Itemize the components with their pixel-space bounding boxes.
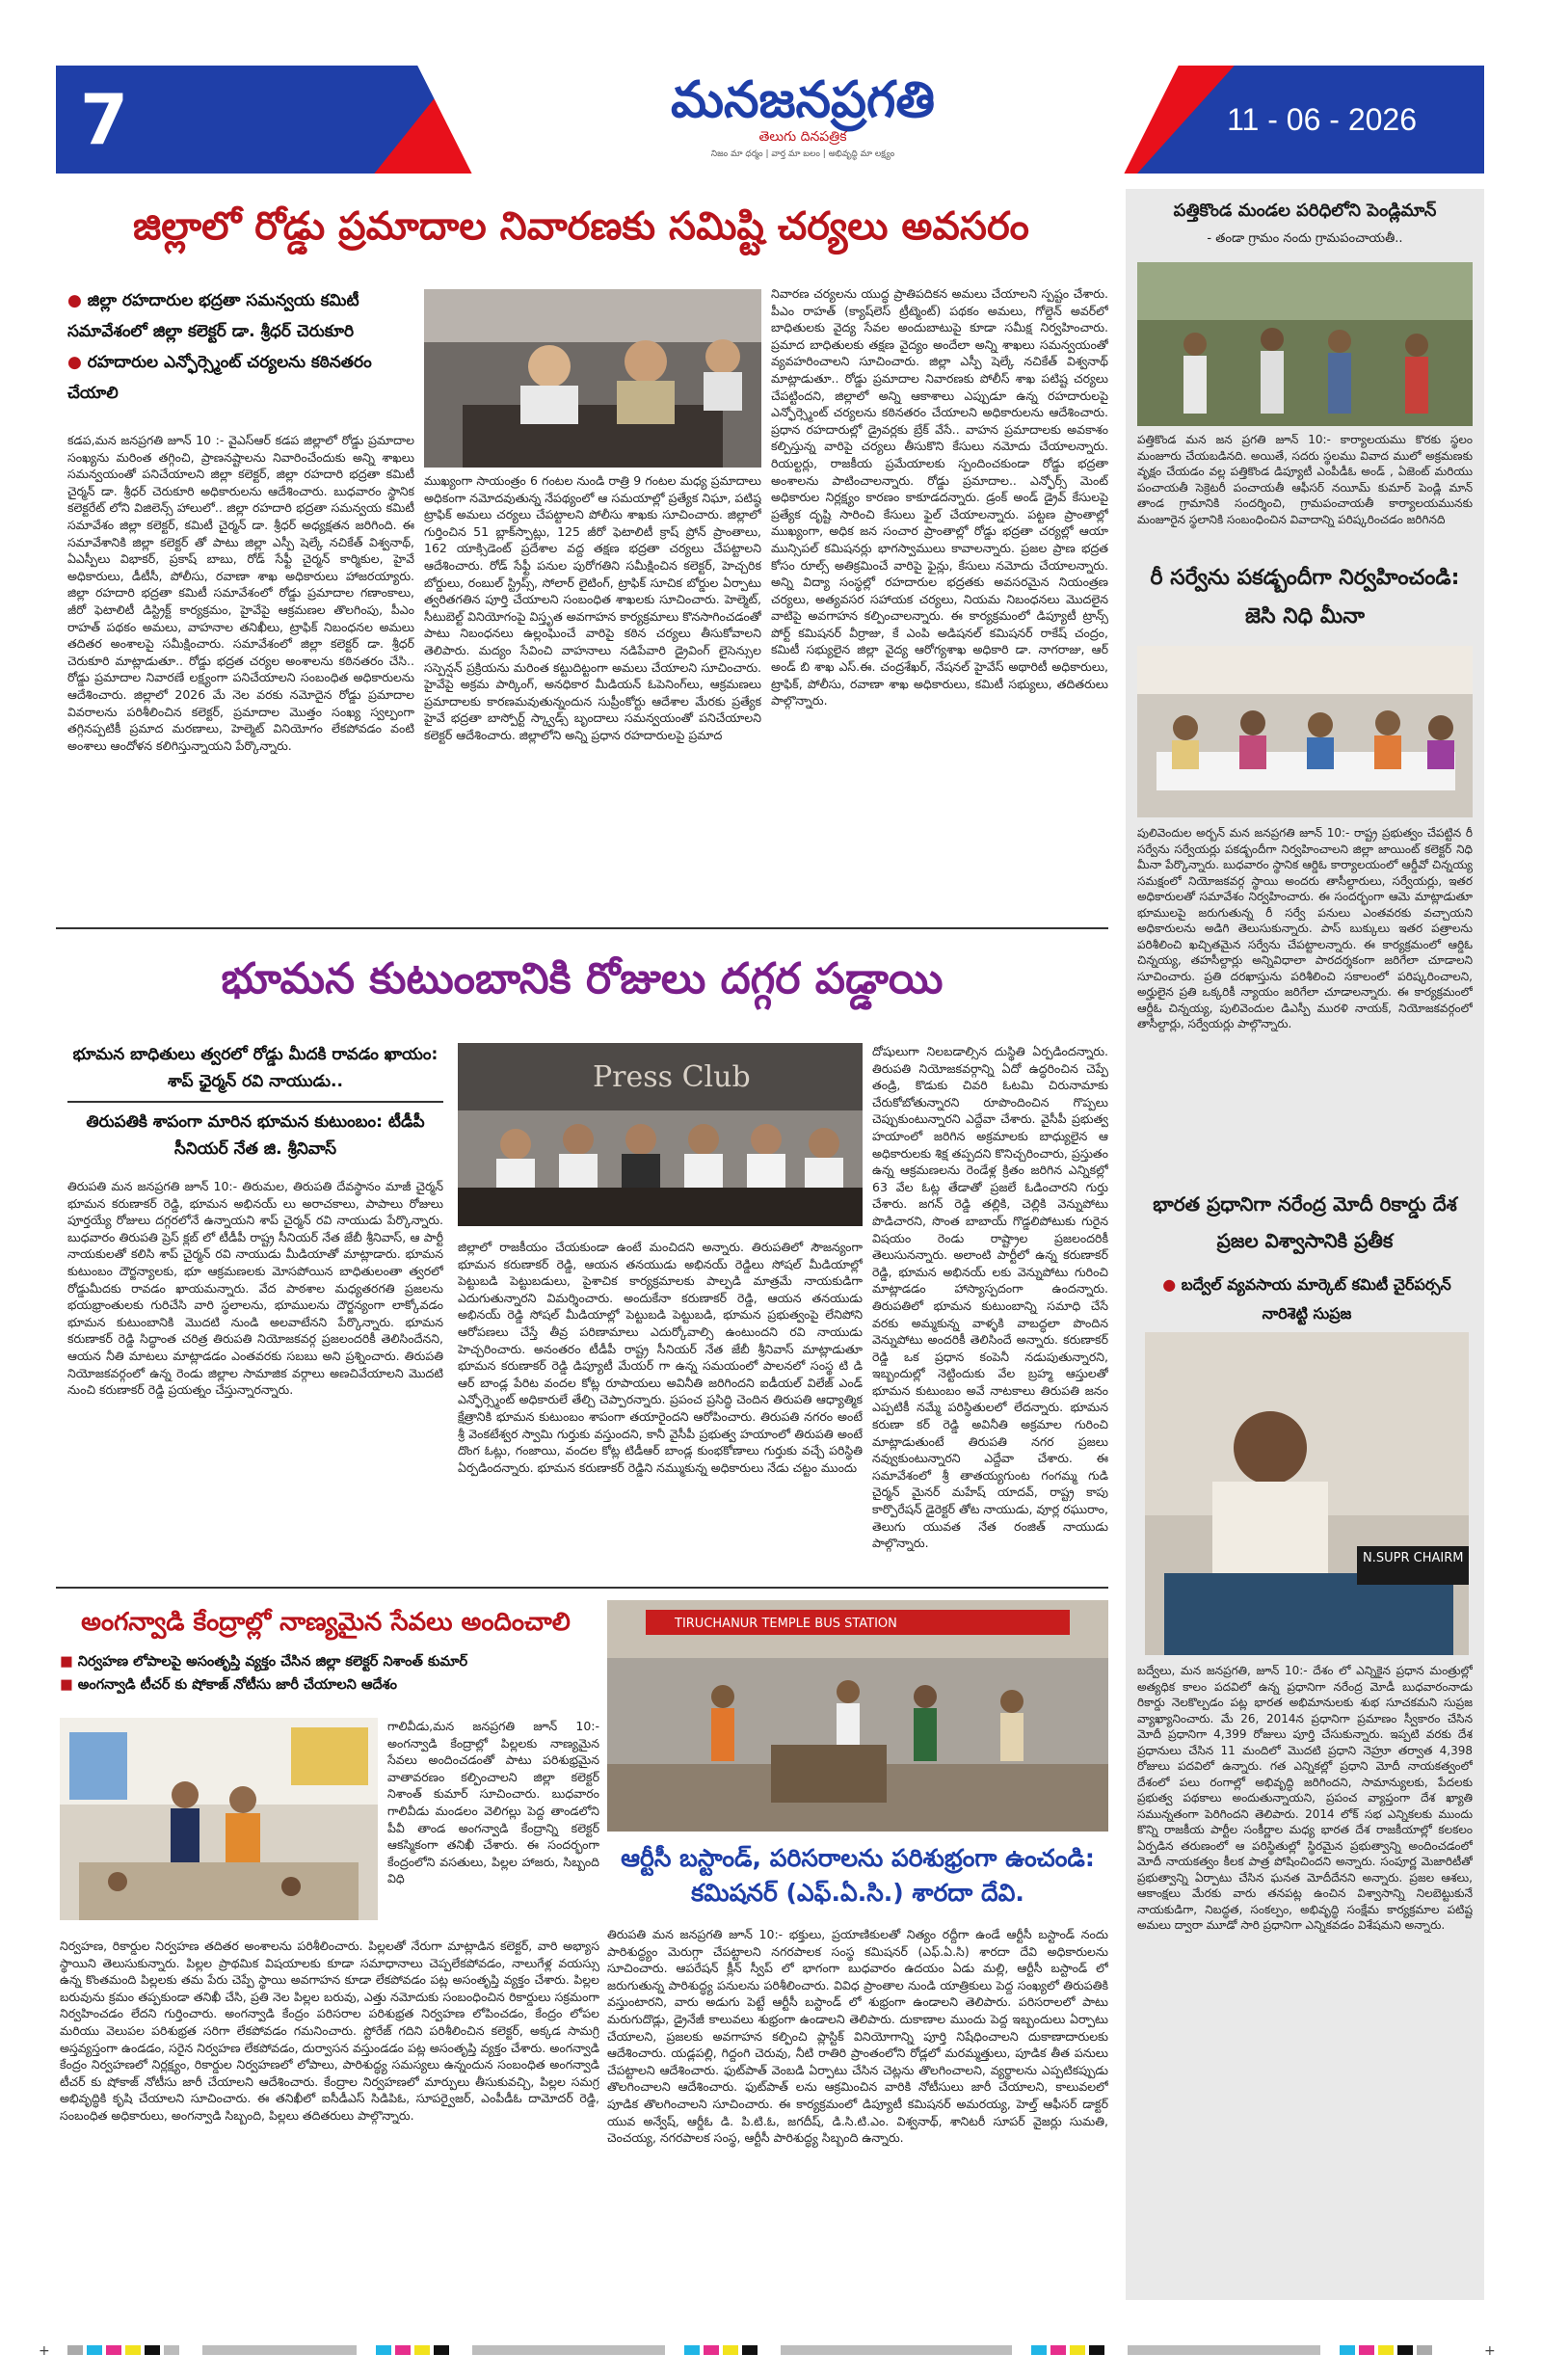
- story1-body-col3: నివారణ చర్యలను యుద్ధ ప్రాతిపదికన అమలు చేయాలని స్పష్టం చేశారు. పీఎం రాహత్ (క్యాష్‌లెస్ ట్రీట్మెంట్) పథకం అమలు, గోల్డెన్ అవర్‌లో బాధితులకు వైద్య సేవల అందుబాటుపై కూడా సమీక్ష నిర్వహించారు. ప్రమాద బాధితులకు తక్షణ వైద్యం అందేలా అన్ని శాఖలు సమన్వయంతో వ్యవహరించాలని సూచించారు. జిల్లా ఎస్పీ షెల్కే నచికేత్ విశ్వనాథ్ మాట్లాడుతూ.. రోడ్డు ప్రమాదాల నివారణకు పోలీస్ శాఖ పటిష్ట చర్యలు చేపట్టిందని, జిల్లాలో అన్ని ఆకాశాలు ఎప్పుడూ ఉన్న రహదారులపై ఎన్ఫోర్స్మెంట్ చర్యలను కఠినతరం చేయాలని అధికారులను ఆదేశించారు. ప్రధాన రహదారుల్లో డ్రైవర్లకు బ్రేక్ వేసే.. వాహన ప్రమాదాలకు అవకాశం కల్పిస్తున్న వారిపై చర్యలు తీసుకొని కేసులు నమోదు చేయాలన్నారు. రియల్టర్లు, రాజకీయ ప్రమేయాలకు స్పందించకుండా రోడ్డు భద్రతా అంశాలను పాటించాలన్నారు. రోడ్డు ప్రమాదాల.. ఎన్ఫోర్స్ మెంట్ అధికారుల నిర్లక్ష్యం కారణం కాకూడదన్నారు. డ్రంక్ అండ్ డ్రైవ్ కేసులపై ప్రత్యేక దృష్టి సారించి కేసులు ఫైల్ చేయాలన్నారు. పట్టణ ప్రాంతాల్లో ముఖ్యంగా, అధిక జన సంచార ప్రాంతాల్లో రోడ్డు భద్రతా చర్యల్లో ఆయా మున్సిపల్ కమిషనర్లు భాగస్వాములు కావాలన్నారు. ప్రజల ప్రాణ భద్రత కోసం రూల్స్ అతిక్రమించే వారిపై ఫైన్లు, కేసులు నమోదు చేయాలన్నారు. అన్ని విద్యా సంస్థల్లో రహదారుల భద్రతకు అవసరమైన నియంత్రణ చర్యలు, అత్యవసర సహాయక చర్యలు, నియమ నిబంధనలు మొదలైన వాటిపై అవగాహన కల్పించాలన్నారు. ఈ కార్యక్రమంలో డిప్యూటీ ట్రాన్స్ పోర్ట్ కమిషనర్ వీర్రాజు, కే ఎంపి అడిషనల్ కమిషనర్ రాకేష్ చంద్రం, కమిటీ సభ్యులైన జిల్లా వైద్య ఆరోగ్యశాఖ అధికారి డా. నాగరాజు, ఆర్ అండ్ బి శాఖ ఎస్.ఈ. చంద్రశేఖర్, నేషనల్ హైవేస్ అథారిటీ అధికారులు, ట్రాఫిక్, పోలీసు, రవాణా శాఖ అధికారులు, కమిటీ సభ్యులు, తదితరులు పాల్గొన్నారు.: [771, 286, 1108, 709]
- press-club-sign-text: Press Club: [593, 1060, 751, 1094]
- story2-kicker-2: తిరుపతికి శాపంగా మారిన భూమన కుటుంబం: టీడీపీ సీనియర్ నేత జి. శ్రీనివాస్: [86, 1112, 425, 1159]
- story2-kickers: [67, 1041, 443, 1163]
- logo-title: మనజనప్రగతి: [671, 71, 935, 129]
- story3-bullets: [60, 1650, 599, 1697]
- story2-body-col3: దోషులుగా నిలబడాల్సిన దుస్థితి ఏర్పడిందన్నారు. తిరుపతి నియోజకవర్గాన్ని ఏదో ఉద్ధరించిన చెప్పే తండ్రి, కొడుకు చివరి ఓటమి చిరునామాకు చేరుకోబోతున్నారని రూపొందించిన గొప్పలు చెప్పుకుంటున్నారని ఎద్దేవా చేశారు. వైసీపీ ప్రభుత్వ హయాంలో జరిగిన అక్రమాలకు బాధ్యులైన ఆ అధికారులకు శిక్ష తప్పదని కొనిచ్చరించారు, ప్రస్తుతం ఉన్న ఆక్రమణలను రెండేళ్ల క్రితం జరిగిన ఎన్నికల్లో 63 వేల ఓట్ల తేడాతో ప్రజలే ఓడించారని గుర్తు చేశారు. జగన్ రెడ్డి తల్లికి, చెల్లికి వెన్నుపోటు పొడిచారని, సొంత బాబాయ్ గొడ్డలిపోటుకు గురైన విషయం రెండు రాష్ట్రాల ప్రజలందరికీ తెలుసునన్నారు. అలాంటి పార్టీలో ఉన్న కరుణాకర్ రెడ్డి, భూమన అభినయ్ లకు వెన్నుపోటు గురించి మాట్లాడడం హాస్యాస్పదంగా ఉందన్నారు. తిరుపతిలో భూమన కుటుంబాన్ని సమాధి చేసే వరకు అమ్మకున్న వాళ్ళకి వాబద్ధలా పొందిన వెన్నుపోటు అందరికీ తెలిసిందే అన్నారు. కరుణాకర్ రెడ్డి ఒక ప్రధాన కంపెనీ నడుపుతున్నారని, ఇబ్బందుల్లో నెట్టిందుకు వేల బ్రహ్మ ఆస్తులతో భూమన కుటుంబం అవే నాటకాలు తిరుపతి జనం ఎప్పటికీ నమ్మే పరిస్థితులలో లేదన్నారు. భూమన కరుణా కర్ రెడ్డి అవినీతి అక్రమాల గురించి మాట్లాడుతుంటే తిరుపతి నగర ప్రజలు నవ్వుకుంటున్నారని ఎద్దేవా చేశారు. ఈ సమావేశంలో శ్రీ తాతయ్యగుంట గంగమ్మ గుడి చైర్మన్ మైనర్ మహేష్ యాదవ్, రాష్ట్ర కాపు కార్పొరేషన్ డైరెక్టర్ తోట నాయుడు, వూర్ల రఘురాం, తెలుగు యువత నేత రంజిత్ నాయుడు పాల్గొన్నారు.: [872, 1044, 1108, 1551]
- story2-photo: [458, 1043, 863, 1226]
- sidebar-story2-photo: [1137, 646, 1473, 817]
- story1-body-col1: కడప,మన జనప్రగతి జూన్ 10 :- వైఎస్ఆర్ కడప జిల్లాలో రోడ్డు ప్రమాదాల సంఖ్యను మరింత తగ్గించి, ప్రాణనష్టాలను నివారించేందుకు అన్ని శాఖలు సమన్వయంతో పనిచేయాలని జిల్లా కలెక్టర్, జిల్లా రహదారి భద్రతా కమిటీ చైర్మన్ డా. శ్రీధర్ చెరుకూరి అధికారులను ఆదేశించారు. బుధవారం స్థానిక కలెక్టరేట్ లోని విజిలెన్స్ హాలులో.. జిల్లా రహదారి భద్రతా సమన్వయ కమిటీ సమావేశం జిల్లా కలెక్టర్, కమిటీ చైర్మన్ డా. శ్రీధర్ అధ్యక్షతన జరిగింది. ఈ సమావేశానికి జిల్లా కలెక్టర్ తో పాటు జిల్లా ఎస్పీ షెల్కే నచికేత్ విశ్వనాథ్, ఏఎస్పీలు విభాకర్, ప్రకాష్ బాబు, రోడ్ సేఫ్టీ చైర్మన్ కార్మికుల, హైవే అధికారులు, డీటీసీ, పోలీసు, రవాణా శాఖ అధికారులు హాజరయ్యారు. జిల్లా రహదారి భద్రతా కమిటీ సమావేశంలో రోడ్డు ప్రమాదాల గణాంకాలు, జీరో ఫెటాలిటీ డిస్ట్రిక్ట్ కార్యక్రమం, హైవేపై ఆక్రమణల తొలగింపు, పీఎం రాహత్ పథకం అమలు, వాహనాల తనిఖీలు, ట్రాఫిక్ నిబంధనల అమలు తదితర అంశాలపై సమీక్షించారు. సమావేశంలో జిల్లా కలెక్టర్ డా. శ్రీధర్ చెరుకూరి మాట్లాడుతూ.. రోడ్డు భద్రత చర్యల అంశాలను కఠినతరం చేసి.. రోడ్డు ప్రమాదాల నివారణే లక్ష్యంగా పనిచేయాలని సంబంధిత అధికారులను ఆదేశించారు. జిల్లాలో 2026 మే నెల వరకు నమోదైన రోడ్డు ప్రమాదాల వివరాలను పరిశీలించిన కలెక్టర్, ప్రమాదాల మొత్తం సంఖ్య స్వల్పంగా తగ్గినప్పటికీ ప్రమాద మరణాలు, హెల్మెట్ వినియోగం లేకపోవడం వంటి అంశాలు ఆందోళన కలిగిస్తున్నాయని పేర్కొన్నారు.: [67, 433, 414, 753]
- sidebar-story3-bullet-text: బద్వేల్ వ్యవసాయ మార్కెట్ కమిటీ చైర్‌పర్సన్ నారిశెట్టి సుప్రజ: [1181, 1275, 1451, 1323]
- story1-headline: జిల్లాలో రోడ్డు ప్రమాదాల నివారణకు సమిష్టి చర్యలు అవసరం: [133, 204, 1029, 249]
- sidebar-story3-photo: [1145, 1332, 1469, 1655]
- story3-bullet-1: ■ నిర్వహణ లోపాలపై అసంతృప్తి వ్యక్తం చేసిన జిల్లా కలెక్టర్ నిశాంత్ కుమార్: [60, 1654, 468, 1670]
- svg-text:+: +: [39, 2343, 50, 2357]
- page-number: 7: [56, 66, 152, 174]
- color-calibration-strip-icon: [39, 2343, 1503, 2357]
- story1-bullet-2-text: రహదారుల ఎన్ఫోర్స్మెంట్ చర్యలను కఠినతరం చేయాలి: [67, 353, 372, 403]
- sidebar-story2-body: పులివెందుల అర్బన్ మన జనప్రగతి జూన్ 10:- రాష్ట్ర ప్రభుత్వం చేపట్టిన రీ సర్వేను సర్వేయర్లు పకడ్బందీగా నిర్వహించాలని జిల్లా జాయింట్ కలెక్టర్ నిధి మీనా పేర్కొన్నారు. బుధవారం స్థానిక ఆర్డిఓ కార్యాలయంలో ఆర్డీవో చిన్నయ్య సమక్షంలో నియోజకవర్గ స్థాయి అందరు తాసీల్దారులు, సర్వేయర్లు, ఇతర అధికారులతో సమావేశం నిర్వహించారు. ఈ సందర్భంగా ఆమె మాట్లాడుతూ భూములపై జరుగుతున్న రీ సర్వే పనులు ఎంతవరకు వచ్చాయని అధికారులను అడిగి తెలుసుకున్నారు. పాస్ బుక్కులు ఇతర పత్రాలను పరిశీలించి ఖచ్చితమైన సర్వేను చేపట్టాలన్నారు. ఈ కార్యక్రమంలో ఆర్డిఓ చిన్నయ్య, తహసీల్దార్లు అన్నివిధాలా పారదర్శకంగా జరిగేలా చూడాలని సూచించారు. ప్రతి దరఖాస్తును పరిశీలించి సకాలంలో పరిష్కరించాలని, అర్హులైన ప్రతి ఒక్కరికీ న్యాయం జరిగేలా చూడాలన్నారు. ఈ కార్యక్రమంలో ఆర్డీఓ చిన్నయ్య, పులివెందుల డిఎస్పీ మురళి నాయక్, నియోజకవర్గంలో తాసీల్దార్లు, సర్వేయర్లు పాల్గొన్నారు.: [1137, 826, 1473, 1030]
- sidebar-story1-subhead: - తండా గ్రామం నందు గ్రామపంచాయతీ..: [1207, 231, 1403, 246]
- story2-kicker-1: భూమన బాధితులు త్వరలో రోడ్డు మీదకి రావడం ఖాయం: శాప్ ఛైర్మన్ రవి నాయుడు..: [72, 1045, 439, 1091]
- story1-photo: [424, 289, 761, 468]
- print-registration-bar: [39, 2342, 1503, 2356]
- bus-stand-cleaning-photo-icon: [607, 1600, 1108, 1832]
- logo-tagline: నిజం మా ధర్మం | వార్త మా బలం | అభివృద్ధి మా లక్ష్యం: [710, 149, 895, 159]
- issue-date: 11 - 06 - 2026: [1227, 102, 1417, 137]
- sidebar-story3-bullet: ● బద్వేల్ వ్యవసాయ మార్కెట్ కమిటీ చైర్‌పర్సన్ నారిశెట్టి సుప్రజ: [1162, 1275, 1451, 1323]
- survey-meeting-photo-icon: [1137, 646, 1473, 817]
- meeting-photo-icon: [424, 289, 761, 468]
- story1-bullet-2: ● రహదారుల ఎన్ఫోర్స్మెంట్ చర్యలను కఠినతరం చేయాలి: [67, 353, 372, 403]
- sidebar-story2-headline: రీ సర్వేను పకడ్బందీగా నిర్వహించండి: జెసి నిధి మీనా: [1150, 566, 1460, 628]
- story3-body-top: గాలివీడు,మన జనప్రగతి జూన్ 10:- అంగన్వాడి కేంద్రాల్లో పిల్లలకు నాణ్యమైన సేవలు అందించడంతో పాటు పరిశుభ్రమైన వాతావరణం కల్పించాలని జిల్లా కలెక్టర్ నిశాంత్ కుమార్ సూచించారు. బుధవారం గాలివీడు మండలం వెలిగల్లు పెద్ద తాండలోని పీవీ తాండ అంగన్వాడి కేంద్రాన్ని కలెక్టర్ ఆకస్మికంగా తనిఖీ చేశారు. ఈ సందర్భంగా కేంద్రంలోని వసతులు, పిల్లల హాజరు, సిబ్బంది విధి: [387, 1719, 599, 1886]
- village-inspection-photo-icon: [1137, 262, 1473, 426]
- sidebar-story3-body: బద్వేలు, మన జనప్రగతి, జూన్ 10:- దేశం లో ఎన్నికైన ప్రధాన మంత్రుల్లో అత్యధిక కాలం పదవిలో ఉన్న ప్రధానిగా నరేంద్ర మోడీ బుధవారంనాడు రికార్డు నెలకొల్పడం పట్ల భారత అభిమానులకు శుభ సూచకమని సుప్రజ వ్యాఖ్యానించారు. మే 26, 2014న ప్రధానిగా ప్రమాణం స్వీకారం చేసిన మోదీ ప్రధానిగా 4,399 రోజులు పూర్తి చేసుకున్నారు. ఇప్పటి వరకు దేశ ప్రధానులు చేసిన 11 మందిలో మొదటి ప్రధాని నెహ్రూ తర్వాత 4,398 రోజులు పదవిలో ఉన్నారు. గత ఎన్నికల్లో ప్రధాని మోదీ నాయకత్వంలో దేశంలో పలు రంగాల్లో అభివృద్ధి జరిగిందని, సామాన్యులకు, పేదలకు ప్రభుత్వ పథకాలు అందుతున్నాయని, ప్రపంచ వ్యాప్తంగా దేశ ఖ్యాతి సమున్నతంగా పెరిగిందని తెలిపారు. 2014 లోక్ సభ ఎన్నికలకు ముందు కొన్ని రాజకీయ పార్టీల సంకీర్ణాల మధ్య భారత దేశ రాజకీయాల్లో కలకలం ఏర్పడిన తరుణంలో ఆ పరిస్థితుల్లో స్థిరమైన ప్రభుత్వాన్ని అందించడంలో మోదీ నాయకత్వం కీలక పాత్ర పోషించిందని అన్నారు. సంపూర్ణ మెజారిటీతో ప్రభుత్వాన్ని ఏర్పాటు చేసిన ఘనత మోదీదేనని అన్నారు. ప్రజల ఆశలు, ఆకాంక్షలు మేరకు వారు తనపట్ల ఉంచిన విశ్వాసాన్ని నిలబెట్టుకునే నాయకుడిగా, నిబద్ధత, సంకల్పం, అభివృద్ధి సంక్షేమ కార్యక్రమాల పటిష్ట అమలు ద్వారా మూడో సారి ప్రధానిగా ఎన్నికవడం విశేషమని అన్నారు.: [1137, 1664, 1473, 1932]
- story4-headline: ఆర్టీసీ బస్టాండ్, పరిసరాలను పరిశుభ్రంగా ఉంచండి: కమిషనర్ (ఎఫ్.ఏ.సి.) శారదా దేవి.: [621, 1844, 1095, 1907]
- masthead: [56, 66, 1484, 174]
- story1-bullet-1-text: జిల్లా రహదారుల భద్రతా సమన్వయ కమిటీ సమావేశంలో జిల్లా కలెక్టర్ డా. శ్రీధర్ చెరుకూరి: [67, 291, 359, 341]
- chairperson-portrait-icon: [1145, 1332, 1469, 1655]
- divider: [56, 1587, 1108, 1589]
- story1-body-col2: ముఖ్యంగా సాయంత్రం 6 గంటల నుండి రాత్రి 9 గంటల మధ్య ప్రమాదాలు అధికంగా నమోదవుతున్న నేపథ్యంలో ఆ సమయాల్లో ప్రత్యేక నిఘా, పటిష్ఠ ట్రాఫిక్ అమలు చర్యలు చేపట్టాలని పోలీసు శాఖకు సూచించారు. జిల్లాలో గుర్తించిన 51 బ్లాక్‌స్పాట్లు, 125 జీరో ఫెటాలిటీ క్రాష్ ప్రోన్ ప్రాంతాలు, 162 యాక్సిడెంట్ ప్రదేశాల వద్ద తక్షణ భద్రతా చర్యలు చేపట్టాలని ఆదేశించారు. రోడ్ సేఫ్టీ పనుల పురోగతిని సమీక్షించిన కలెక్టర్, హెచ్చరిక బోర్డులు, రంబుల్ స్ట్రిప్స్, సోలార్ లైటింగ్, ట్రాఫిక్ సూచిక బోర్డుల ఏర్పాటు త్వరితగతిన పూర్తి చేయాలని సంబంధిత శాఖలకు సూచించారు. హెల్మెట్, సీటుబెల్ట్ వినియోగంపై విస్తృత అవగాహన కార్యక్రమాలు కొనసాగించడంతో పాటు నిబంధనలు ఉల్లంఘించే వారిపై కఠిన చర్యలు తీసుకోవాలని తెలిపారు. మద్యం సేవించి వాహనాలు నడిపేవారి డ్రైవింగ్ లైసెన్సుల సస్పెన్షన్ ప్రక్రియను మరింత కట్టుదిట్టంగా అమలు చేయాలని సూచించారు. హైవేపై అక్రమ పార్కింగ్, అనధికార మీడియన్ ఓపెనింగ్‌లు, ఆక్రమణలు ప్రమాదాలకు కారణమవుతున్నందున సుప్రీంకోర్టు ఆదేశాల మేరకు ప్రత్యేక హైవే భద్రతా బాస్పోర్ట్ స్క్వాడ్స్ బృందాలు సమన్వయంతో పనిచేయాలని కలెక్టర్ ఆదేశించారు. జిల్లాలోని అన్ని ప్రధాన రహదారులపై ప్రమాద: [424, 473, 761, 742]
- story4-photo: [607, 1600, 1108, 1832]
- story2-body-col1: తిరుపతి మన జనప్రగతి జూన్ 10:- తిరుమల, తిరుపతి దేవస్థానం మాజీ చైర్మన్ భూమన కరుణాకర్ రెడ్డి, భూమన అభినయ్ లు అరాచకాలు, పాపాలు రోజులు పూర్తయ్యే రోజులు దగ్గరలోనే ఉన్నాయని శాప్ చైర్మన్ రవి నాయుడు పేర్కొన్నారు. బుధవారం తిరుపతి ప్రెస్ క్లబ్ లో టీడీపీ రాష్ట్ర సీనియర్ నేత జేబీ శ్రీనివాస్, ఆ పార్టీ నాయకులతో కలిసి శాప్ చైర్మన్ రవి నాయుడు మీడియాతో మాట్లాడారు. భూమన కుటుంబం దౌర్జన్యాలకు, భూ ఆక్రమణలకు మోసపోయిన బాధితులంతా త్వరలో రోడ్డుమీదకు రావడం ఖాయమన్నారు. వేద పాఠశాల మధ్యతరగతి ప్రజలను భయభ్రాంతులకు గురిచేసి వారి స్థలాలను, భూములను దౌర్జన్యంగా లాక్కోవడం భూమన కుటుంబానికి మొదటి నుండి అలవాటేనని పేర్కొన్నారు. భూమన కరుణాకర్ రెడ్డి సిద్ధాంత చరిత్ర తిరుపతి నియోజకవర్గ ప్రజలందరికీ తెలిసిందేనని, ఆయన నీతి మాటలు మాట్లాడడం ఎంతవరకు సబబు అని ప్రశ్నించారు. తిరుపతి నియోజకవర్గంలో ఉన్న రెండు జిల్లాల సామాజిక వర్గాలు అణచివేయాలని మొదటి నుంచి కరుణాకర్ రెడ్డి ప్రయత్నం చేస్తున్నారన్నారు.: [67, 1179, 443, 1398]
- sidebar-story1-photo: [1137, 262, 1473, 426]
- divider: [56, 927, 1108, 929]
- story1-bullets: [67, 285, 414, 409]
- logo-subtitle: తెలుగు దినపత్రిక: [758, 129, 847, 145]
- press-meet-photo-icon: [458, 1043, 863, 1226]
- story3-bullet-2-text: అంగన్వాడి టీచర్ కు షోకాజ్ నోటీసు జారీ చేయాలని ఆదేశం: [77, 1677, 398, 1693]
- story3-body-bottom: నిర్వహణ, రికార్డుల నిర్వహణ తదితర అంశాలను పరిశీలించారు. పిల్లలతో నేరుగా మాట్లాడిన కలెక్టర్, వారి అభ్యాస స్థాయిని తెలుసుకున్నారు. పిల్లల ప్రాథమిక విషయాలకు కూడా సమాధానాలు చెప్పలేకపోవడం, నాలుగేళ్ల వయస్సు ఉన్న కొంతమంది పిల్లలకు తమ పేరు చెప్పే స్థాయి అవగాహన కూడా లేకపోవడం పట్ల అసంతృప్తి వ్యక్తం చేశారు. పిల్లల బరువును క్రమం తప్పకుండా తనిఖీ చేసి, ప్రతి నెల పిల్లల బరువు, ఎత్తు నమోదుకు సంబంధించిన రికార్డులు సక్రమంగా నిర్వహించడం లేదని గుర్తించారు. అంగన్వాడి కేంద్రం పరిసరాల పరిశుభ్రత నిర్వహణ లోపించడం, కేంద్రం లోపల మరియు వెలుపల పరిశుభ్రత సరిగా లేకపోవడం గమనించారు. స్టోరేజ్ గదిని పరిశీలించిన కలెక్టర్, అక్కడ సామగ్రి అస్తవ్యస్తంగా ఉండడం, సరైన నిర్వహణ లేకపోవడం, దుర్వాసన వస్తుండడం పట్ల అసంతృప్తి వ్యక్తం చేశారు. అంగన్వాడి కేంద్రం నిర్వహణలో నిర్లక్ష్యం, రికార్డుల నిర్వహణలో లోపాలు, పారిశుద్ధ్య సమస్యలు ఉన్నందున సంబంధిత అంగన్వాడి టీచర్ కు షోకాజ్ నోటీసు జారీ చేయాలని ఆదేశించారు. కేంద్రాల నిర్వహణలో మార్పులు తీసుకువచ్చి, పిల్లల సమగ్ర అభివృద్ధికి కృషి చేయాలని సూచించారు. ఈ తనిఖీలో ఐసీడీఎస్ సిడిపిఓ, సూపర్వైజర్, ఎంపీడీఓ దామోదర్ రెడ్డి, సంబంధిత అధికారులు, అంగన్వాడి సిబ్బంది, పిల్లలు తదితరులు పాల్గొన్నారు.: [60, 1939, 599, 2123]
- story2-body-col2: జిల్లాలో రాజకీయం చేయకుండా ఉంటే మంచిదని అన్నారు. తిరుపతిలో సౌజన్యంగా భూమన కరుణాకర్ రెడ్డి, ఆయన తనయుడు అభినయ్ రెడ్డిలు సోషల్ మీడియాల్లో పెట్టుబడి పెట్టుబడులు, పైశాచిక కార్యక్రమాలకు పాల్పడి మాత్రమే నాయకుడిగా ఎదుగుతున్నారని విమర్శించారు. అందుకేనా కరుణాకర్ రెడ్డి, ఆయన తనయుడు అభినయ్ రెడ్డి సోషల్ మీడియాల్లో పెట్టుబడి పెట్టుబడి, భూమన ప్రభుత్వంపై లేనిపోని ఆరోపణలు చేస్తే తీవ్ర పరిణామాలు ఎదుర్కోవాల్సి ఉంటుందని రవి నాయుడు హెచ్చరించారు. అనంతరం టీడీపీ రాష్ట్ర సీనియర్ నేత జేబీ శ్రీనివాస్ మాట్లాడుతూ భూమన కరుణాకర్ రెడ్డి డిప్యూటీ మేయర్ గా ఉన్న సమయంలో పాలనలో సంస్థ టి డి ఆర్ బాండ్ల పేరిట వందల కోట్ల రూపాయలు అవినీతి జరిగిందని ఐడీయల్ విలేజ్ ఎండ్ ఎన్ఫోర్స్మెంట్ అధికారులే తేల్చి చెప్పారన్నారు. ప్రపంచ ప్రసిద్ధి చెందిన తిరుపతి ఆధ్యాత్మిక క్షేత్రానికి భూమన కుటుంబం శాపంగా తయారైందని ఆరోపించారు. తిరుపతి నగరం అంటే శ్రీ వెంకటేశ్వర స్వామి గుర్తుకు వస్తుందని, కానీ వైసీపీ ప్రభుత్వ హయాంలో తిరుపతి అంటే దొంగ ఓట్లు, గంజాయి, వందల కోట్ల టిడీఆర్ బాండ్ల కుంభకోణాలు గుర్తుకు వచ్చే పరిస్థితి ఏర్పడిందన్నారు. భూమన కరుణాకర్ రెడ్డిని నమ్ముకున్న అధికారులు నేడు చట్టం ముందు: [458, 1240, 863, 1475]
- story3-bullet-1-text: నిర్వహణ లోపాలపై అసంతృప్తి వ్యక్తం చేసిన జిల్లా కలెక్టర్ నిశాంత్ కుమార్: [77, 1654, 468, 1670]
- story3-photo: [60, 1718, 378, 1920]
- sidebar-story3-headline: భారత ప్రధానిగా నరేంద్ర మోదీ రికార్డు దేశ ప్రజల విశ్వాసానికి ప్రతీక: [1153, 1192, 1457, 1252]
- sidebar-story1-body: పత్తికొండ మన జన ప్రగతి జూన్ 10:- కార్యాలయము కొరకు స్థలం మంజూరు చేయబడినది. అయితే, సదరు స్థలము వివాద ములో అక్రమణకు వృక్షం చేయడం వల్ల పత్తికొండ డిప్యూటీ ఎంపీడీఓ అండ్ , ఏజెంట్ మరియు పంచాయతీ సెక్రెటరీ పంచాయతీ ఆఫీసర్ నయీమ్ కుమార్ పెండ్లి మాన్ తాండ గ్రామానికి సందర్శించి, గ్రామపంచాయతీ కార్యాలయమునకు మంజూరైన స్థలానికి సంబంధించిన వివాదాన్ని పరిష్కరించడం జరిగినది: [1137, 433, 1473, 526]
- story1-bullet-1: ● జిల్లా రహదారుల భద్రతా సమన్వయ కమిటీ సమావేశంలో జిల్లా కలెక్టర్ డా. శ్రీధర్ చెరుకూరి: [67, 291, 359, 341]
- story3-bullet-2: ■ అంగన్వాడి టీచర్ కు షోకాజ్ నోటీసు జారీ చేయాలని ఆదేశం: [60, 1677, 398, 1693]
- story2-headline: భూమన కుటుంబానికి రోజులు దగ్గర పడ్డాయి: [221, 954, 944, 1003]
- story3-headline: అంగన్వాడి కేంద్రాల్లో నాణ్యమైన సేవలు అందించాలి: [81, 1608, 571, 1637]
- svg-text:+: +: [1484, 2343, 1496, 2357]
- sidebar-story1-headline: పత్తికొండ మండల పరిధిలోని పెండ్లిమాన్: [1173, 201, 1437, 221]
- story4-body: తిరుపతి మన జనప్రగతి జూన్ 10:- భక్తులు, ప్రయాణికులతో నిత్యం రద్దీగా ఉండే ఆర్టీసీ బస్టాండ్ నందు పారిశుద్ధ్యం మెరుగ్గా చేపట్టాలని నగరపాలక సంస్థ కమిషనర్ (ఎఫ్.ఏ.సి) శారదా దేవి అధికారులను సూచించారు. ఆపరేషన్ క్లీన్ స్వీప్ లో భాగంగా బుధవారం ఉదయం ఏడు మల్లి, ఆర్టీసీ బస్టాండ్ లో జరుగుతున్న పారిశుద్ధ్య పనులను పరిశీలించారు. వివిధ ప్రాంతాల నుండి యాత్రికులు పెద్ద సంఖ్యలో తిరుపతికి వస్తుంటారని, వారు అడుగు పెట్టే ఆర్టీసీ బస్టాండ్ లో శుభ్రంగా ఉండాలని తెలిపారు. పరిసరాలలో పాటు మరుగుదొడ్లు, డ్రైనేజీ కాలువలు శుభ్రంగా ఉండాలని తెలిపారు. దుకాణాల ముందు పెద్ద ఇబ్బందులు ఏర్పాటు చేయాలని, ప్రజలకు అవగాహన కల్పించి ప్లాస్టిక్ వినియోగాన్ని పూర్తి నిషేధించాలని దుకాణాదారులకు ఆదేశించారు. యడ్లపల్లి, గిద్దంగి చెరువు, నీటి రాతిరి ప్రాంతంలోని రోడ్లలో మరమ్మత్తులు, పూడిక తీత పనులు చేపట్టాలని ఆదేశించారు. ఫుట్‌పాత్ వెంబడి ఏర్పాటు చేసిన చెట్లను తొలగించాలని, వ్యర్థాలను ఎప్పటికప్పుడు తొలగించాలని ఆదేశించారు. ఫుట్‌పాత్ లను ఆక్రమించిన వారికి నోటీసులు జారీ చేయాలని, కాలువలలో పూడిక తొలగించాలని సూచించారు. ఈ కార్యక్రమంలో డిప్యూటీ కమిషనర్ అమరయ్య, హెల్త్ ఆఫీసర్ డాక్టర్ యువ అన్వేష్, ఆర్డీఓ డి. పి.టి.ఓ, జగదీష్, డి.సి.టి.ఎం. విశ్వనాథ్, శానిటరీ సూపర్ వైజర్లు సుమతి, చెంచయ్య, నగరపాలక సంస్థ, ఆర్టీసీ పారిశుద్ధ్య సిబ్బంది ఉన్నారు.: [607, 1927, 1108, 2146]
- newspaper-logo: [620, 71, 986, 168]
- bus-stand-sign-text: TIRUCHANUR TEMPLE BUS STATION: [675, 1617, 897, 1631]
- anganwadi-visit-photo-icon: [60, 1718, 378, 1920]
- kicker-divider: [67, 1101, 443, 1103]
- nameplate-text: N.SUPR CHAIRM: [1363, 1551, 1464, 1565]
